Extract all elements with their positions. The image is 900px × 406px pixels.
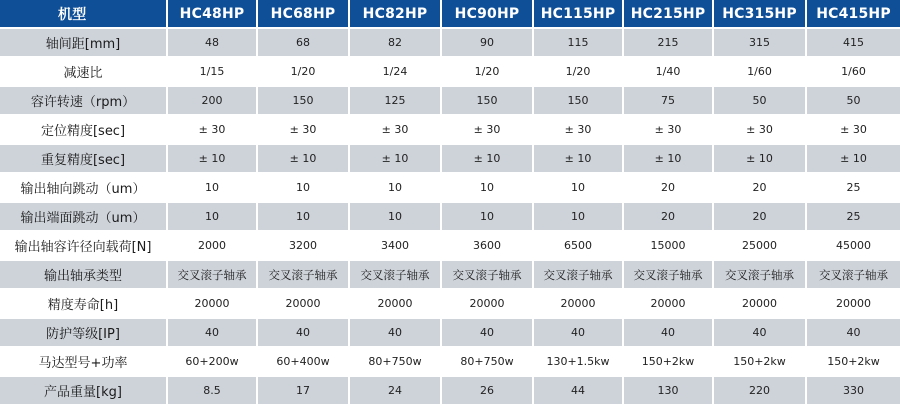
table-cell: 交叉滚子轴承 [168, 261, 258, 290]
table-cell: 200 [168, 87, 258, 116]
table-cell: 40 [258, 319, 350, 348]
table-cell: 交叉滚子轴承 [534, 261, 624, 290]
table-cell: 20 [714, 174, 807, 203]
table-cell: 1/20 [534, 58, 624, 87]
table-cell: 17 [258, 377, 350, 406]
header-label: 机型 [0, 0, 168, 29]
table-cell: 10 [534, 203, 624, 232]
table-cell: 125 [350, 87, 442, 116]
table-cell: 10 [442, 203, 534, 232]
table-cell: 2000 [168, 232, 258, 261]
table-cell: 40 [350, 319, 442, 348]
row-label: 输出端面跳动（um） [0, 203, 168, 232]
table-cell: 10 [442, 174, 534, 203]
row-label: 减速比 [0, 58, 168, 87]
table-cell: 150 [534, 87, 624, 116]
header-row [0, 0, 900, 29]
table-cell: 20000 [442, 290, 534, 319]
table-cell: ± 30 [807, 116, 900, 145]
table-cell: 20000 [350, 290, 442, 319]
table-cell: 25 [807, 174, 900, 203]
table-cell: 8.5 [168, 377, 258, 406]
table-cell: 40 [807, 319, 900, 348]
table-cell: 15000 [624, 232, 714, 261]
model-header: HC82HP [350, 0, 442, 29]
model-header: HC90HP [442, 0, 534, 29]
table-cell: 10 [258, 203, 350, 232]
row-label: 马达型号+功率 [0, 348, 168, 377]
table-cell: 交叉滚子轴承 [714, 261, 807, 290]
table-row [0, 261, 900, 290]
table-cell: 40 [442, 319, 534, 348]
row-label: 重复精度[sec] [0, 145, 168, 174]
table-cell: 25000 [714, 232, 807, 261]
table-cell: 20 [714, 203, 807, 232]
table-cell: 10 [350, 203, 442, 232]
table-cell: 3200 [258, 232, 350, 261]
table-cell: ± 30 [258, 116, 350, 145]
table-row [0, 290, 900, 319]
table-cell: 1/60 [714, 58, 807, 87]
table-row [0, 145, 900, 174]
table-row [0, 58, 900, 87]
table-cell: 交叉滚子轴承 [442, 261, 534, 290]
table-body [0, 29, 900, 406]
table-cell: 6500 [534, 232, 624, 261]
table-cell: 交叉滚子轴承 [350, 261, 442, 290]
row-label: 精度寿命[h] [0, 290, 168, 319]
table-cell: 80+750w [442, 348, 534, 377]
table-cell: ± 30 [624, 116, 714, 145]
table-cell: 315 [714, 29, 807, 58]
table-cell: 20000 [258, 290, 350, 319]
row-label: 定位精度[sec] [0, 116, 168, 145]
table-cell: 1/20 [442, 58, 534, 87]
table-cell: 交叉滚子轴承 [807, 261, 900, 290]
table-cell: 3400 [350, 232, 442, 261]
table-cell: 220 [714, 377, 807, 406]
table-row [0, 203, 900, 232]
table-cell: ± 30 [534, 116, 624, 145]
table-cell: 60+200w [168, 348, 258, 377]
table-row [0, 319, 900, 348]
model-header: HC115HP [534, 0, 624, 29]
table-cell: 60+400w [258, 348, 350, 377]
row-label: 输出轴承类型 [0, 261, 168, 290]
table-cell: ± 10 [168, 145, 258, 174]
table-cell: 75 [624, 87, 714, 116]
table-cell: 50 [714, 87, 807, 116]
table-cell: ± 30 [442, 116, 534, 145]
table-cell: 20 [624, 174, 714, 203]
table-row [0, 116, 900, 145]
model-header: HC415HP [807, 0, 900, 29]
table-cell: 215 [624, 29, 714, 58]
table-cell: ± 30 [350, 116, 442, 145]
table-cell: 415 [807, 29, 900, 58]
table-cell: ± 10 [258, 145, 350, 174]
table-cell: ± 10 [714, 145, 807, 174]
table-cell: 10 [350, 174, 442, 203]
row-label: 轴间距[mm] [0, 29, 168, 58]
table-row [0, 348, 900, 377]
table-cell: 20000 [624, 290, 714, 319]
table-cell: 130 [624, 377, 714, 406]
table-cell: 82 [350, 29, 442, 58]
table-cell: 10 [168, 203, 258, 232]
table-cell: 80+750w [350, 348, 442, 377]
row-label: 输出轴向跳动（um） [0, 174, 168, 203]
table-cell: 150+2kw [714, 348, 807, 377]
table-cell: 交叉滚子轴承 [258, 261, 350, 290]
table-cell: 20000 [168, 290, 258, 319]
table-cell: ± 10 [442, 145, 534, 174]
table-cell: 115 [534, 29, 624, 58]
table-cell: 10 [534, 174, 624, 203]
table-row [0, 174, 900, 203]
table-cell: 68 [258, 29, 350, 58]
table-row [0, 87, 900, 116]
table-header [0, 0, 900, 29]
table-cell: 44 [534, 377, 624, 406]
table-cell: ± 10 [624, 145, 714, 174]
model-header: HC68HP [258, 0, 350, 29]
row-label: 输出轴容许径向载荷[N] [0, 232, 168, 261]
table-cell: 10 [258, 174, 350, 203]
model-header: HC215HP [624, 0, 714, 29]
table-cell: 150 [442, 87, 534, 116]
table-cell: 150+2kw [807, 348, 900, 377]
table-cell: 50 [807, 87, 900, 116]
table-cell: 3600 [442, 232, 534, 261]
table-row [0, 377, 900, 406]
table-cell: 40 [534, 319, 624, 348]
table-cell: 330 [807, 377, 900, 406]
table-cell: 48 [168, 29, 258, 58]
table-cell: 20000 [714, 290, 807, 319]
table-row [0, 29, 900, 58]
model-header: HC315HP [714, 0, 807, 29]
table-cell: 1/20 [258, 58, 350, 87]
table-cell: 20 [624, 203, 714, 232]
table-cell: 40 [624, 319, 714, 348]
table-cell: 交叉滚子轴承 [624, 261, 714, 290]
table-cell: 1/40 [624, 58, 714, 87]
table-cell: 1/24 [350, 58, 442, 87]
table-cell: ± 10 [350, 145, 442, 174]
row-label: 容许转速（rpm） [0, 87, 168, 116]
table-cell: 20000 [534, 290, 624, 319]
table-cell: ± 10 [534, 145, 624, 174]
table-cell: 90 [442, 29, 534, 58]
table-row [0, 232, 900, 261]
table-cell: 150 [258, 87, 350, 116]
table-cell: 40 [168, 319, 258, 348]
table-cell: 25 [807, 203, 900, 232]
table-cell: ± 10 [807, 145, 900, 174]
table-cell: ± 30 [168, 116, 258, 145]
table-cell: 150+2kw [624, 348, 714, 377]
table-cell: 1/15 [168, 58, 258, 87]
table-cell: 1/60 [807, 58, 900, 87]
table-cell: 130+1.5kw [534, 348, 624, 377]
table-cell: 10 [168, 174, 258, 203]
model-header: HC48HP [168, 0, 258, 29]
table-cell: 24 [350, 377, 442, 406]
row-label: 防护等级[IP] [0, 319, 168, 348]
table-cell: 20000 [807, 290, 900, 319]
table-cell: 26 [442, 377, 534, 406]
table-cell: 40 [714, 319, 807, 348]
table-cell: 45000 [807, 232, 900, 261]
table-cell: ± 30 [714, 116, 807, 145]
row-label: 产品重量[kg] [0, 377, 168, 406]
